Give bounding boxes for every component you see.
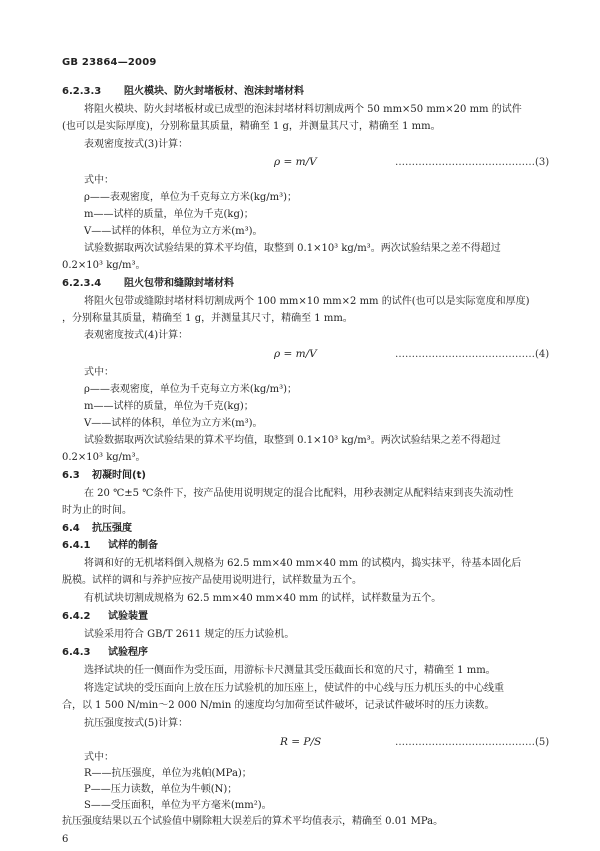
paragraph-line: 试验数据取两次试验结果的算术平均值，取整到 0.1×10³ kg/m³。两次试验结果之差不得超过 [84,435,501,446]
section-number: 6.4.2 [62,611,91,622]
section-6-3-heading [62,470,146,482]
section-6-2-3-3-heading [62,86,304,98]
section-number: 6.4 [62,523,80,534]
definition-p: P——压力读数，单位为牛顿(N)； [84,784,238,795]
standard-header: GB 23864—2009 [62,57,157,68]
definition-v: V——试样的体积，单位为立方米(m³)。 [84,418,263,429]
definition-rho: ρ——表观密度，单位为千克每立方米(kg/m³)； [84,192,298,203]
paragraph-line: 合，以 1 500 N/min～2 000 N/min 的速度均匀加荷至试件破坏，记录试件破坏时的压力读数。 [62,700,495,711]
section-6-4-2-heading [62,611,148,623]
definition-m: m——试样的质量，单位为千克(kg)； [84,209,254,220]
section-number: 6.4.1 [62,540,91,551]
section-title: 阻火包带和缝隙封堵材料 [124,278,234,289]
section-6-4-3-heading [62,647,148,659]
page-number: 6 [62,834,69,845]
paragraph-line: 试验数据取两次试验结果的算术平均值，取整到 0.1×10³ kg/m³。两次试验结果之差不得超过 [84,243,501,254]
paragraph-line: 将阻火模块、防火封堵板材或已成型的泡沫封堵材料切割成两个 50 mm×50 mm×20 mm 的试件 [84,104,522,115]
equation-number-4: ……………………………………(4) [395,349,550,360]
where-label: 式中： [84,175,114,186]
paragraph-line: 0.2×10³ kg/m³。 [62,452,146,463]
definition-v: V——试样的体积，单位为立方米(m³)。 [84,226,263,237]
equation-number-3: ……………………………………(3) [395,157,550,168]
section-title: 抗压强度 [92,523,132,534]
paragraph-line: 将阻火包带或缝隙封堵材料切割成两个 100 mm×10 mm×2 mm 的试件(也可以是实际宽度和厚度) [84,296,530,307]
section-number: 6.2.3.4 [62,278,102,289]
paragraph-line: 选择试块的任一侧面作为受压面，用游标卡尺测量其受压截面长和宽的尺寸，精确至 1 mm。 [84,665,496,676]
formula-intro: 抗压强度按式(5)计算： [84,718,189,729]
section-title: 试验程序 [108,647,148,658]
paragraph-line: 0.2×10³ kg/m³。 [62,260,146,271]
where-label: 式中： [84,367,114,378]
paragraph-line: 将选定试块的受压面向上放在压力试验机的加压座上，使试件的中心线与压力机压头的中心线重 [84,683,504,694]
equation-number-5: ……………………………………(5) [395,737,550,748]
section-number: 6.2.3.3 [62,86,102,97]
paragraph-line: 将调和好的无机堵料倒入规格为 62.5 mm×40 mm×40 mm 的试模内，捣实抹平，待基本固化后 [84,558,522,569]
formula-3: ρ = m/V [274,156,317,168]
section-title: 阻火模块、防火封堵板材、泡沫封堵材料 [124,86,304,97]
paragraph-line: 脱模。试样的调和与养护应按产品使用说明进行，试样数量为五个。 [62,575,362,586]
where-label: 式中： [84,752,114,763]
definition-r: R——抗压强度，单位为兆帕(MPa)； [84,768,252,779]
section-number: 6.3 [62,470,80,481]
section-title: 试样的制备 [108,540,158,551]
paragraph-line: 有机试块切割成规格为 62.5 mm×40 mm×40 mm 的试样，试样数量为五个。 [84,593,442,604]
section-title: 试验装置 [108,611,148,622]
formula-4: ρ = m/V [274,348,317,360]
section-6-2-3-4-heading [62,278,234,290]
paragraph-line: 抗压强度结果以五个试验值中剔除粗大误差后的算术平均值表示，精确至 0.01 MPa。 [62,816,444,827]
paragraph-line: 试验采用符合 GB/T 2611 规定的压力试验机。 [84,629,295,640]
section-number: 6.4.3 [62,647,91,658]
definition-s: S——受压面积，单位为平方毫米(mm²)。 [84,800,272,811]
formula-intro: 表观密度按式(4)计算： [84,330,189,341]
paragraph-line: (也可以是实际厚度)，分别称量其质量，精确至 1 g，并测量其尺寸，精确至 1 mm。 [62,121,441,132]
paragraph-line: 时为止的时间。 [62,505,132,516]
definition-m: m——试样的质量，单位为千克(kg)； [84,401,254,412]
section-6-4-1-heading [62,540,158,552]
definition-rho: ρ——表观密度，单位为千克每立方米(kg/m³)； [84,384,298,395]
paragraph-line: 在 20 ℃±5 ℃条件下，按产品使用说明规定的混合比配料，用秒表测定从配料结束到丧失流动性 [84,488,514,499]
formula-intro: 表观密度按式(3)计算： [84,139,189,150]
section-title: 初凝时间(t) [92,470,146,481]
section-6-4-heading [62,523,132,535]
formula-5: R = P/S [280,736,322,748]
paragraph-line: ，分别称量其质量，精确至 1 g，并测量其尺寸，精确至 1 mm。 [62,313,353,324]
